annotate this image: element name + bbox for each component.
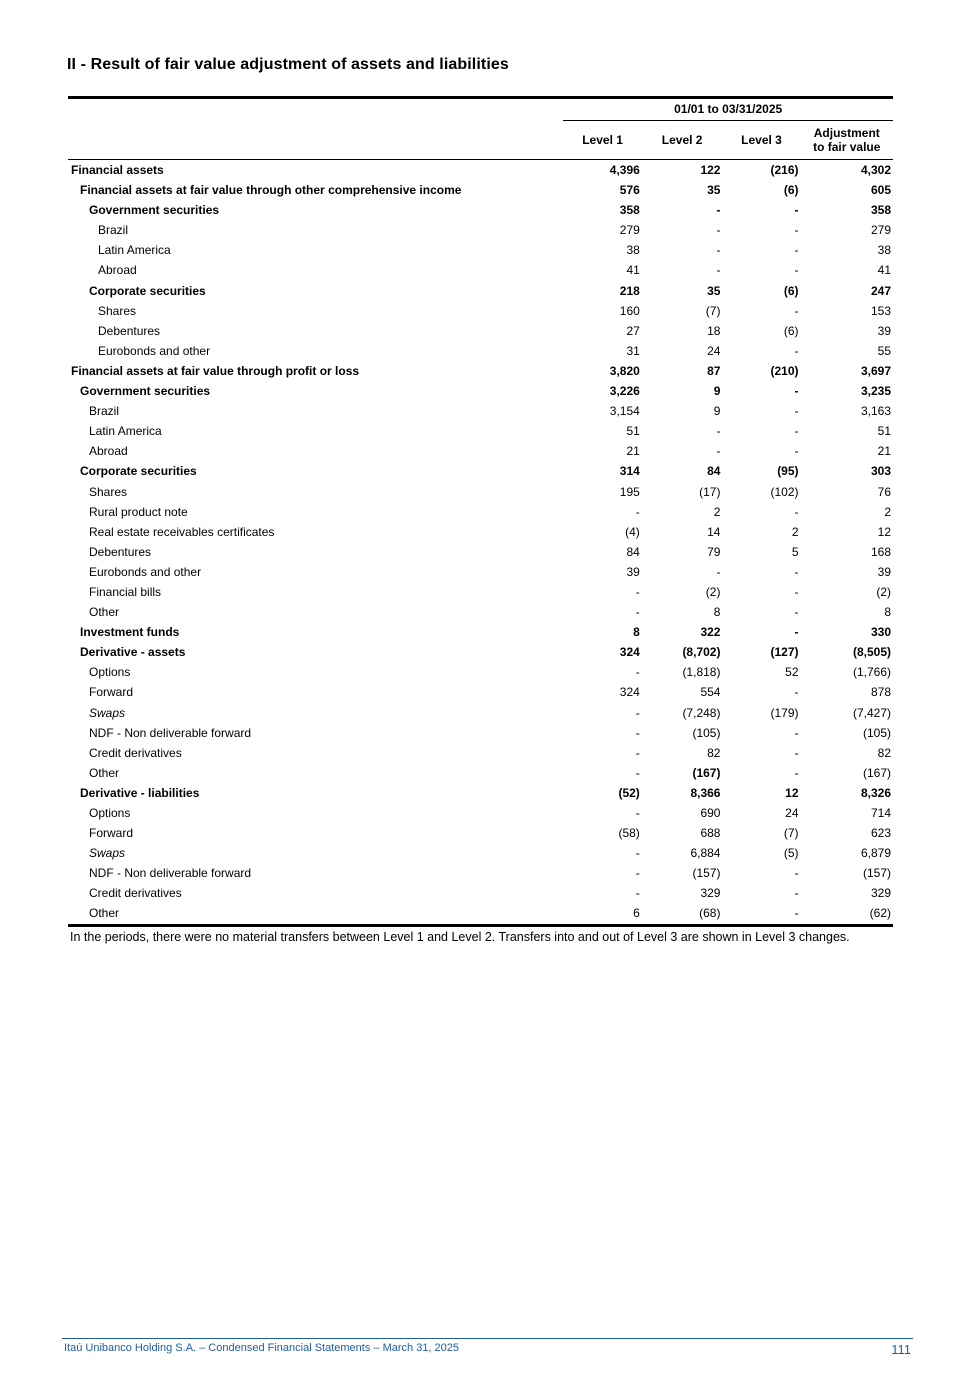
cell-col1: 39 [626,564,640,579]
cell-col4: (105) [862,725,891,740]
cell-col3: - [794,584,799,599]
cell-col4: (157) [862,866,891,881]
cell-col4: 76 [877,484,891,499]
row-label: Rural product note [89,504,188,519]
column-header-adjustment: Adjustment to fair value [801,121,893,160]
table-row [68,763,893,783]
cell-col4: 3,697 [860,363,891,378]
cell-col2: 322 [700,625,721,640]
row-label: Eurobonds and other [89,564,202,579]
table-row [68,301,893,321]
column-header-level2: Level 2 [642,121,723,160]
cell-col1: - [635,705,640,720]
cell-col3: - [794,343,799,358]
cell-col3: - [794,223,799,238]
cell-col2: 84 [707,464,721,479]
cell-col1: 41 [626,263,640,278]
table-row [68,321,893,341]
table-row [68,903,893,925]
cell-col1: - [635,504,640,519]
cell-col1: 195 [619,484,640,499]
cell-col4: (7,427) [852,705,891,720]
cell-col2: (105) [692,725,721,740]
table-row [68,662,893,682]
cell-col3: (210) [770,363,799,378]
cell-col3: (6) [783,323,799,338]
cell-col3: - [794,384,799,399]
row-label: Eurobonds and other [98,343,211,358]
footer-divider [62,1338,913,1339]
row-label: Credit derivatives [89,745,182,760]
cell-col2: (17) [699,484,721,499]
cell-col2: 18 [707,323,721,338]
table-row [68,602,893,622]
cell-col2: (1,818) [682,665,721,680]
row-label: Brazil [89,404,120,419]
table-row [68,421,893,441]
cell-col1: - [635,886,640,901]
cell-col4: 38 [877,243,891,258]
cell-col4: (1,766) [852,665,891,680]
cell-col2: 14 [707,524,721,539]
cell-col3: - [794,685,799,700]
cell-col1: - [635,584,640,599]
cell-col3: - [794,886,799,901]
table-row [68,381,893,401]
table-row [68,723,893,743]
row-label: Financial assets at fair value through other comprehensive income [80,183,462,198]
cell-col1: 3,226 [609,384,640,399]
table-row [68,843,893,863]
cell-col4: 82 [877,745,891,760]
cell-col1: 324 [619,685,640,700]
cell-col1: 279 [619,223,640,238]
cell-col2: 9 [713,404,721,419]
row-label: Derivative - liabilities [80,785,200,800]
period-header-row [68,98,893,121]
cell-col3: 5 [791,544,799,559]
table-row [68,542,893,562]
cell-col4: 3,235 [860,384,891,399]
table-row [68,522,893,542]
cell-col3: (5) [783,846,799,861]
cell-col4: 41 [877,263,891,278]
cell-col2: - [716,424,721,439]
cell-col2: 24 [707,343,721,358]
cell-col4: 8 [884,605,891,620]
row-label: Swaps [89,846,126,861]
table-row [68,441,893,461]
cell-col4: 2 [884,504,891,519]
cell-col2: - [716,564,721,579]
cell-col4: 358 [870,203,891,218]
cell-col4: 714 [870,806,891,820]
cell-col4: 12 [877,524,891,539]
cell-col2: (68) [642,903,723,925]
cell-col3: - [794,243,799,258]
cell-col1: 31 [626,343,640,358]
cell-col4: 153 [870,303,891,318]
table-row [68,180,893,200]
cell-col4: 51 [877,424,891,439]
row-label: Shares [89,484,128,499]
cell-col2: 2 [713,504,721,519]
row-label: Swaps [89,705,126,720]
cell-col3: (179) [770,705,799,720]
cell-col1: 324 [619,645,640,660]
cell-col1: - [635,665,640,680]
row-label: Other [89,765,120,780]
footnote: In the periods, there were no material transfers between Level 1 and Level 2. Transfers into and out of Level 3 are shown in Level 3 changes. [70,930,850,944]
row-label: Other [68,903,563,925]
cell-col2: (2) [705,584,721,599]
cell-col2: 329 [700,886,721,901]
cell-col3: - [794,866,799,881]
cell-col2: 8 [713,605,721,620]
table-body [68,160,893,926]
cell-col1: 3,154 [609,404,640,419]
row-label: NDF - Non deliverable forward [89,725,252,740]
table-row [68,341,893,361]
table-row [68,260,893,280]
cell-col2: (7,248) [682,705,721,720]
cell-col4: 4,302 [860,163,891,177]
row-label: Forward [89,826,134,841]
cell-col3: - [794,765,799,780]
cell-col3: (6) [783,283,799,298]
cell-col1: 51 [626,424,640,439]
cell-col4: 6,879 [860,846,891,861]
table-row [68,160,893,181]
cell-col3: - [794,564,799,579]
cell-col1: - [635,846,640,861]
row-label: Brazil [98,223,129,238]
cell-col3: (102) [770,484,799,499]
row-label: Options [89,806,131,820]
table-row [68,220,893,240]
table-row [68,803,893,823]
cell-col1: - [635,765,640,780]
cell-col3: (6) [783,183,799,198]
cell-col4: 39 [877,323,891,338]
cell-col1: 314 [619,464,640,479]
row-label: Financial bills [89,584,162,599]
cell-col2: 79 [707,544,721,559]
cell-col3: (127) [770,645,799,660]
cell-col3: - [794,203,799,218]
cell-col3: - [794,625,799,640]
cell-col3: 2 [791,524,799,539]
cell-col3: (7) [783,826,799,841]
row-label: Forward [89,685,134,700]
cell-col1: - [635,806,640,820]
table-row [68,361,893,381]
table-row [68,783,893,803]
cell-col4: 3,163 [860,404,891,419]
cell-col2: 6,884 [690,846,721,861]
row-label: Debentures [89,544,152,559]
cell-col1: (4) [625,524,640,539]
table-row [68,281,893,301]
cell-col1: 27 [626,323,640,338]
cell-col3: (95) [777,464,799,479]
row-label: Real estate receivables certificates [89,524,275,539]
column-header-level1: Level 1 [563,121,641,160]
cell-col2: 35 [707,283,721,298]
cell-col3: - [794,605,799,620]
cell-col3: - [794,424,799,439]
cell-col2: 690 [700,806,721,820]
cell-col4: (62) [801,903,893,925]
cell-col4: 55 [877,343,891,358]
period-header: 01/01 to 03/31/2025 [563,98,893,121]
cell-col2: - [716,223,721,238]
cell-col2: (7) [705,303,721,318]
table-row [68,200,893,220]
cell-col2: 554 [700,685,721,700]
table-row [68,863,893,883]
table-row [68,562,893,582]
cell-col2: (167) [692,765,721,780]
cell-col3: - [722,903,800,925]
cell-col4: 329 [870,886,891,901]
cell-col2: 688 [700,826,721,841]
cell-col4: 247 [870,283,891,298]
cell-col4: (8,505) [852,645,891,660]
table-row [68,240,893,260]
row-label: Government securities [80,384,211,399]
cell-col1: - [635,725,640,740]
cell-col1: 21 [626,444,640,459]
cell-col1: - [635,745,640,760]
cell-col4: 605 [870,183,891,198]
column-header-level3: Level 3 [722,121,800,160]
table-row [68,461,893,481]
row-label: Credit derivatives [89,886,182,901]
cell-col4: 330 [870,625,891,640]
cell-col2: (157) [692,866,721,881]
row-label: Corporate securities [80,464,197,479]
row-label: Abroad [98,263,137,278]
table-row [68,682,893,702]
table-row [68,582,893,602]
cell-col4: 303 [870,464,891,479]
cell-col3: - [794,745,799,760]
cell-col1: 6 [563,903,641,925]
table-row [68,401,893,421]
row-label: Latin America [98,243,171,258]
fair-value-table [68,96,893,927]
cell-col3: 52 [785,665,799,680]
row-label: Shares [98,303,137,318]
cell-col1: 8 [633,625,640,640]
cell-col3: 24 [785,806,799,820]
cell-col2: - [716,203,721,218]
cell-col4: 8,326 [860,785,891,800]
cell-col1: - [635,605,640,620]
row-label: Government securities [89,203,220,218]
cell-col1: 3,820 [609,363,640,378]
cell-col4: 21 [877,444,891,459]
cell-col1: 4,396 [609,163,640,177]
row-label: Abroad [89,444,128,459]
cell-col4: (167) [862,765,891,780]
cell-col4: (2) [876,584,891,599]
cell-col1: 160 [619,303,640,318]
table-row [68,823,893,843]
cell-col1: 576 [619,183,640,198]
cell-col3: - [794,504,799,519]
cell-col3: - [794,303,799,318]
cell-col3: 12 [785,785,799,800]
cell-col1: - [635,866,640,881]
table-row [68,502,893,522]
cell-col3: - [794,444,799,459]
row-label: Options [89,665,131,680]
cell-col4: 878 [870,685,891,700]
row-label: NDF - Non deliverable forward [89,866,252,881]
cell-col2: 87 [707,363,721,378]
cell-col4: 279 [870,223,891,238]
footer-text: Itaú Unibanco Holding S.A. – Condensed Financial Statements – March 31, 2025 [64,1342,460,1354]
table-row [68,883,893,903]
cell-col2: - [716,243,721,258]
table-row [68,743,893,763]
row-label: Other [89,605,120,620]
row-label: Derivative - assets [80,645,186,660]
cell-col2: (8,702) [682,645,721,660]
label-column-header [68,121,563,160]
table-row [68,703,893,723]
cell-col4: 168 [870,544,891,559]
cell-col1: 38 [626,243,640,258]
page-number: 111 [891,1342,911,1357]
cell-col2: 82 [707,745,721,760]
cell-col4: 39 [877,564,891,579]
row-label: Debentures [98,323,161,338]
table-row [68,642,893,662]
cell-col2: - [716,444,721,459]
row-label: Corporate securities [89,283,206,298]
column-header-row [68,121,893,160]
cell-col1: 84 [626,544,640,559]
table-row [68,622,893,642]
cell-col2: - [716,263,721,278]
cell-col1: 358 [619,203,640,218]
row-label: Financial assets at fair value through profit or loss [71,363,360,378]
page-title: II - Result of fair value adjustment of assets and liabilities [67,56,509,73]
cell-col3: - [794,263,799,278]
row-label: Financial assets [71,163,164,177]
cell-col2: 35 [707,183,721,198]
cell-col1: 218 [619,283,640,298]
cell-col2: 9 [713,384,721,399]
row-label: Latin America [89,424,162,439]
cell-col1: (58) [618,826,640,841]
cell-col3: (216) [770,163,799,177]
cell-col4: 623 [870,826,891,841]
table-row [68,482,893,502]
row-label: Investment funds [80,625,180,640]
cell-col2: 122 [700,163,721,177]
cell-col3: - [794,725,799,740]
cell-col2: 8,366 [690,785,721,800]
cell-col1: (52) [618,785,640,800]
cell-col3: - [794,404,799,419]
